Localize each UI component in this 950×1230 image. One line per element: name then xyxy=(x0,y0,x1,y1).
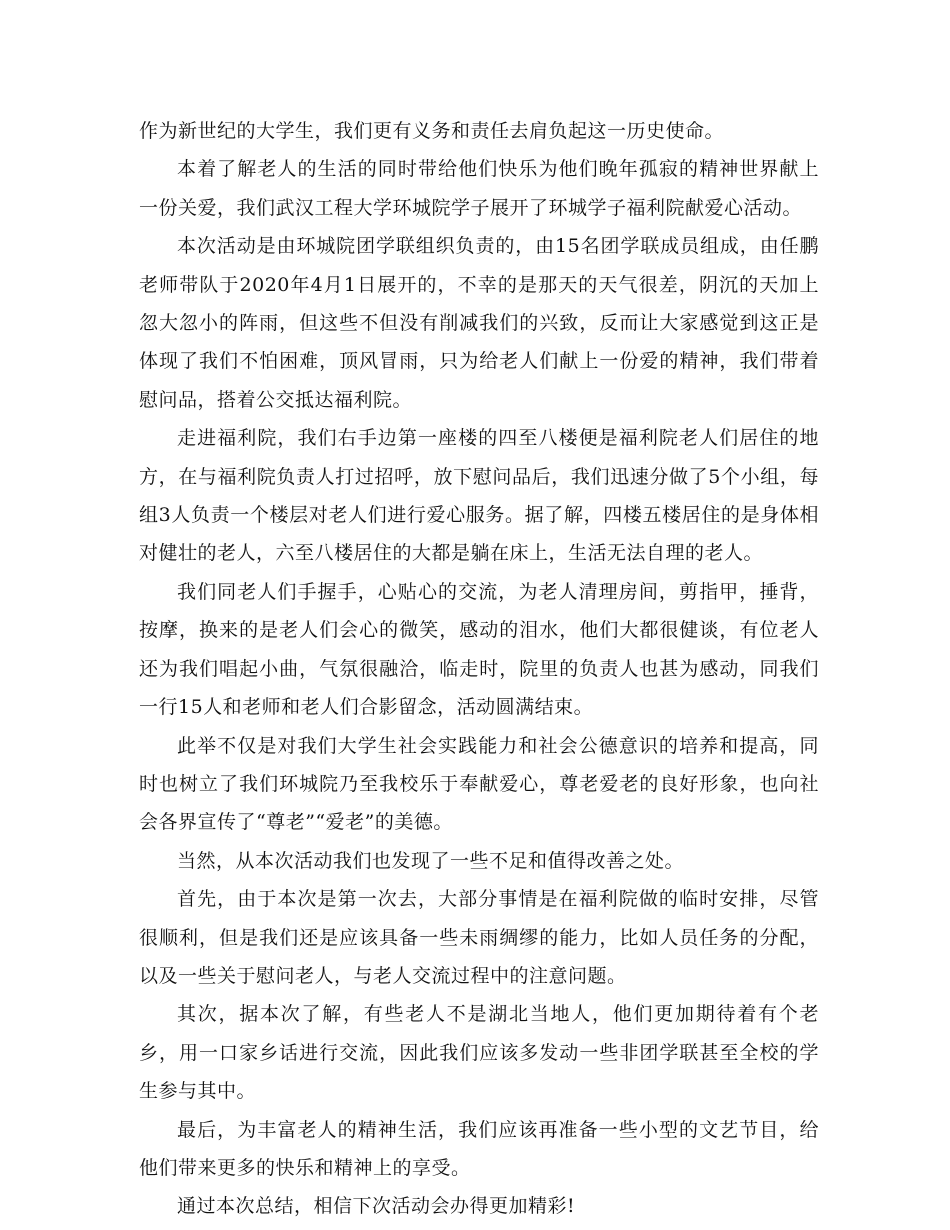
paragraph-11: 通过本次总结，相信下次活动会办得更加精彩! xyxy=(177,1195,576,1218)
paragraph-7: 当然，从本次活动我们也发现了一些不足和值得改善之处。 xyxy=(177,849,685,872)
paragraph-1: 作为新世纪的大学生，我们更有义务和责任去肩负起这一历史使命。 xyxy=(139,120,725,142)
paragraph-3: 本次活动是由环城院团学联组织负责的，由15名团学联成员组成，由任鹏老师带队于2020年4月1日展开的，不幸的是那天的天气很差，阴沉的天加上忽大忽小的阵雨，但这些不但没有削减我们的兴致，反而让大家感觉到这正是体现了我们不怕困难，顶风冒雨，只为给老人们献上一份爱的精神，我们带着慰问品，搭着公交抵达福利院。 xyxy=(139,235,819,411)
paragraph-5: 我们同老人们手握手，心贴心的交流，为老人清理房间，剪指甲，捶背，按摩，换来的是老人们会心的微笑，感动的泪水，他们大都很健谈，有位老人还为我们唱起小曲，气氛很融洽，临走时，院里的负责人也甚为感动，同我们一行15人和老师和老人们合影留念，活动圆满结束。 xyxy=(139,580,819,719)
paragraph-9: 其次，据本次了解，有些老人不是湖北当地人，他们更加期待着有个老乡，用一口家乡话进行交流，因此我们应该多发动一些非团学联甚至全校的学生参与其中。 xyxy=(139,1003,819,1103)
paragraph-10: 最后，为丰富老人的精神生活，我们应该再准备一些小型的文艺节目，给他们带来更多的快乐和精神上的享受。 xyxy=(139,1118,819,1179)
paragraph-4: 走进福利院，我们右手边第一座楼的四至八楼便是福利院老人们居住的地方，在与福利院负责人打过招呼，放下慰问品后，我们迅速分做了5个小组，每组3人负责一个楼层对老人们进行爱心服务。据了解，四楼五楼居住的是身体相对健壮的老人，六至八楼居住的大都是躺在床上，生活无法自理的老人。 xyxy=(139,427,819,565)
document-body xyxy=(139,112,819,1226)
paragraph-2: 本着了解老人的生活的同时带给他们快乐为他们晚年孤寂的精神世界献上一份关爱，我们武汉工程大学环城院学子展开了环城学子福利院献爱心活动。 xyxy=(139,158,819,219)
paragraph-6: 此举不仅是对我们大学生社会实践能力和社会公德意识的培养和提高，同时也树立了我们环城院乃至我校乐于奉献爱心，尊老爱老的良好形象，也向社会各界宣传了“尊老”“爱老”的美德。 xyxy=(139,734,819,834)
paragraph-8: 首先，由于本次是第一次去，大部分事情是在福利院做的临时安排，尽管很顺利，但是我们还是应该具备一些未雨绸缪的能力，比如人员任务的分配，以及一些关于慰问老人，与老人交流过程中的注意问题。 xyxy=(139,888,819,987)
